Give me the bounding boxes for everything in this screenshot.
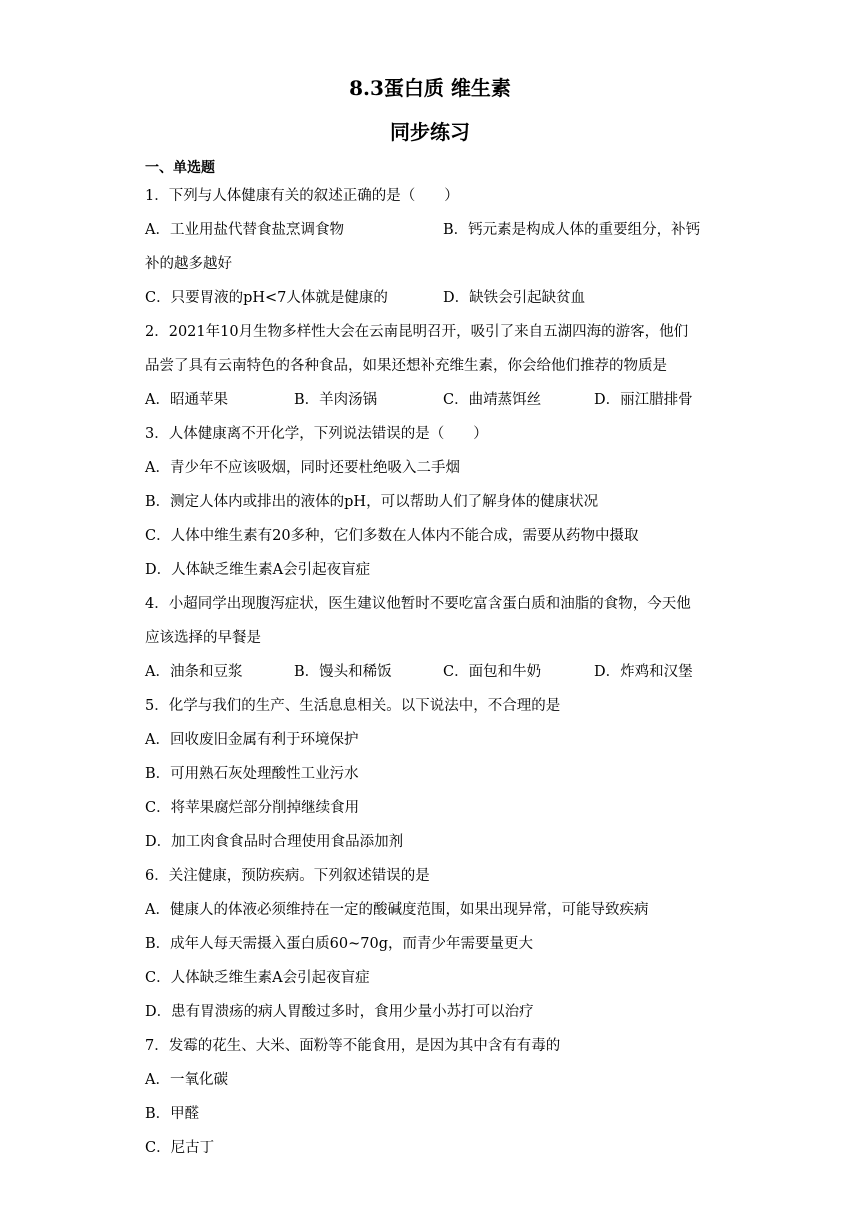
question-3-option-d: D．人体缺乏维生素A会引起夜盲症 — [145, 562, 371, 578]
question-3-stem: 3．人体健康离不开化学，下列说法错误的是（ ） — [145, 426, 488, 442]
question-7-stem: 7．发霉的花生、大米、面粉等不能食用，是因为其中含有有毒的 — [145, 1038, 561, 1054]
question-2-stem-line-2: 品尝了具有云南特色的各种食品，如果还想补充维生素，你会给他们推荐的物质是 — [145, 358, 667, 374]
question-7-option-a: A．一氧化碳 — [145, 1072, 228, 1088]
question-4-option-a: A．油条和豆浆 — [145, 664, 243, 680]
question-4-stem-line-1: 4．小超同学出现腹泻症状，医生建议他暂时不要吃富含蛋白质和油脂的食物，今天他 — [145, 596, 691, 612]
document-subtitle: 同步练习 — [390, 120, 470, 144]
question-1-option-b-continued: 补的越多越好 — [145, 256, 232, 272]
question-2-option-d: D．丽江腊排骨 — [594, 392, 693, 408]
question-1-option-a: A．工业用盐代替食盐烹调食物 — [145, 222, 344, 238]
question-2-option-c: C．曲靖蒸饵丝 — [443, 392, 542, 408]
question-6-option-c: C．人体缺乏维生素A会引起夜盲症 — [145, 970, 370, 986]
question-3-option-b: B．测定人体内或排出的液体的pH，可以帮助人们了解身体的健康状况 — [145, 494, 599, 510]
question-4-option-d: D．炸鸡和汉堡 — [594, 664, 693, 680]
question-3-option-c: C．人体中维生素有20多种，它们多数在人体内不能合成，需要从药物中摄取 — [145, 528, 639, 544]
question-1-stem: 1．下列与人体健康有关的叙述正确的是（ ） — [145, 188, 459, 204]
question-4-option-b: B．馒头和稀饭 — [294, 664, 392, 680]
question-6-option-a: A．健康人的体液必须维持在一定的酸碱度范围，如果出现异常，可能导致疾病 — [145, 902, 649, 918]
question-3-option-a: A．青少年不应该吸烟，同时还要杜绝吸入二手烟 — [145, 460, 460, 476]
question-5-option-a: A．回收废旧金属有利于环境保护 — [145, 732, 359, 748]
section-heading: 一、单选题 — [145, 160, 215, 176]
question-6-option-d: D．患有胃溃疡的病人胃酸过多时，食用少量小苏打可以治疗 — [145, 1004, 534, 1020]
question-4-stem-line-2: 应该选择的早餐是 — [145, 630, 261, 646]
question-1-option-c: C．只要胃液的pH<7人体就是健康的 — [145, 290, 388, 306]
question-2-option-a: A．昭通苹果 — [145, 392, 228, 408]
question-1-option-d: D．缺铁会引起缺贫血 — [443, 290, 586, 306]
question-2-stem-line-1: 2．2021年10月生物多样性大会在云南昆明召开，吸引了来自五湖四海的游客，他们 — [145, 324, 689, 340]
question-5-option-d: D．加工肉食食品时合理使用食品添加剂 — [145, 834, 404, 850]
question-5-option-b: B．可用熟石灰处理酸性工业污水 — [145, 766, 359, 782]
question-6-stem: 6．关注健康，预防疾病。下列叙述错误的是 — [145, 868, 430, 884]
document-title: 8.3蛋白质 维生素 — [349, 76, 511, 100]
question-5-option-c: C．将苹果腐烂部分削掉继续食用 — [145, 800, 360, 816]
question-4-option-c: C．面包和牛奶 — [443, 664, 542, 680]
question-7-option-b: B．甲醛 — [145, 1106, 200, 1122]
question-6-option-b: B．成年人每天需摄入蛋白质60~70g，而青少年需要量更大 — [145, 936, 533, 952]
question-7-option-c: C．尼古丁 — [145, 1140, 215, 1156]
question-5-stem: 5．化学与我们的生产、生活息息相关。以下说法中，不合理的是 — [145, 698, 561, 714]
question-1-option-b: B．钙元素是构成人体的重要组分，补钙 — [443, 222, 701, 238]
question-2-option-b: B．羊肉汤锅 — [294, 392, 378, 408]
